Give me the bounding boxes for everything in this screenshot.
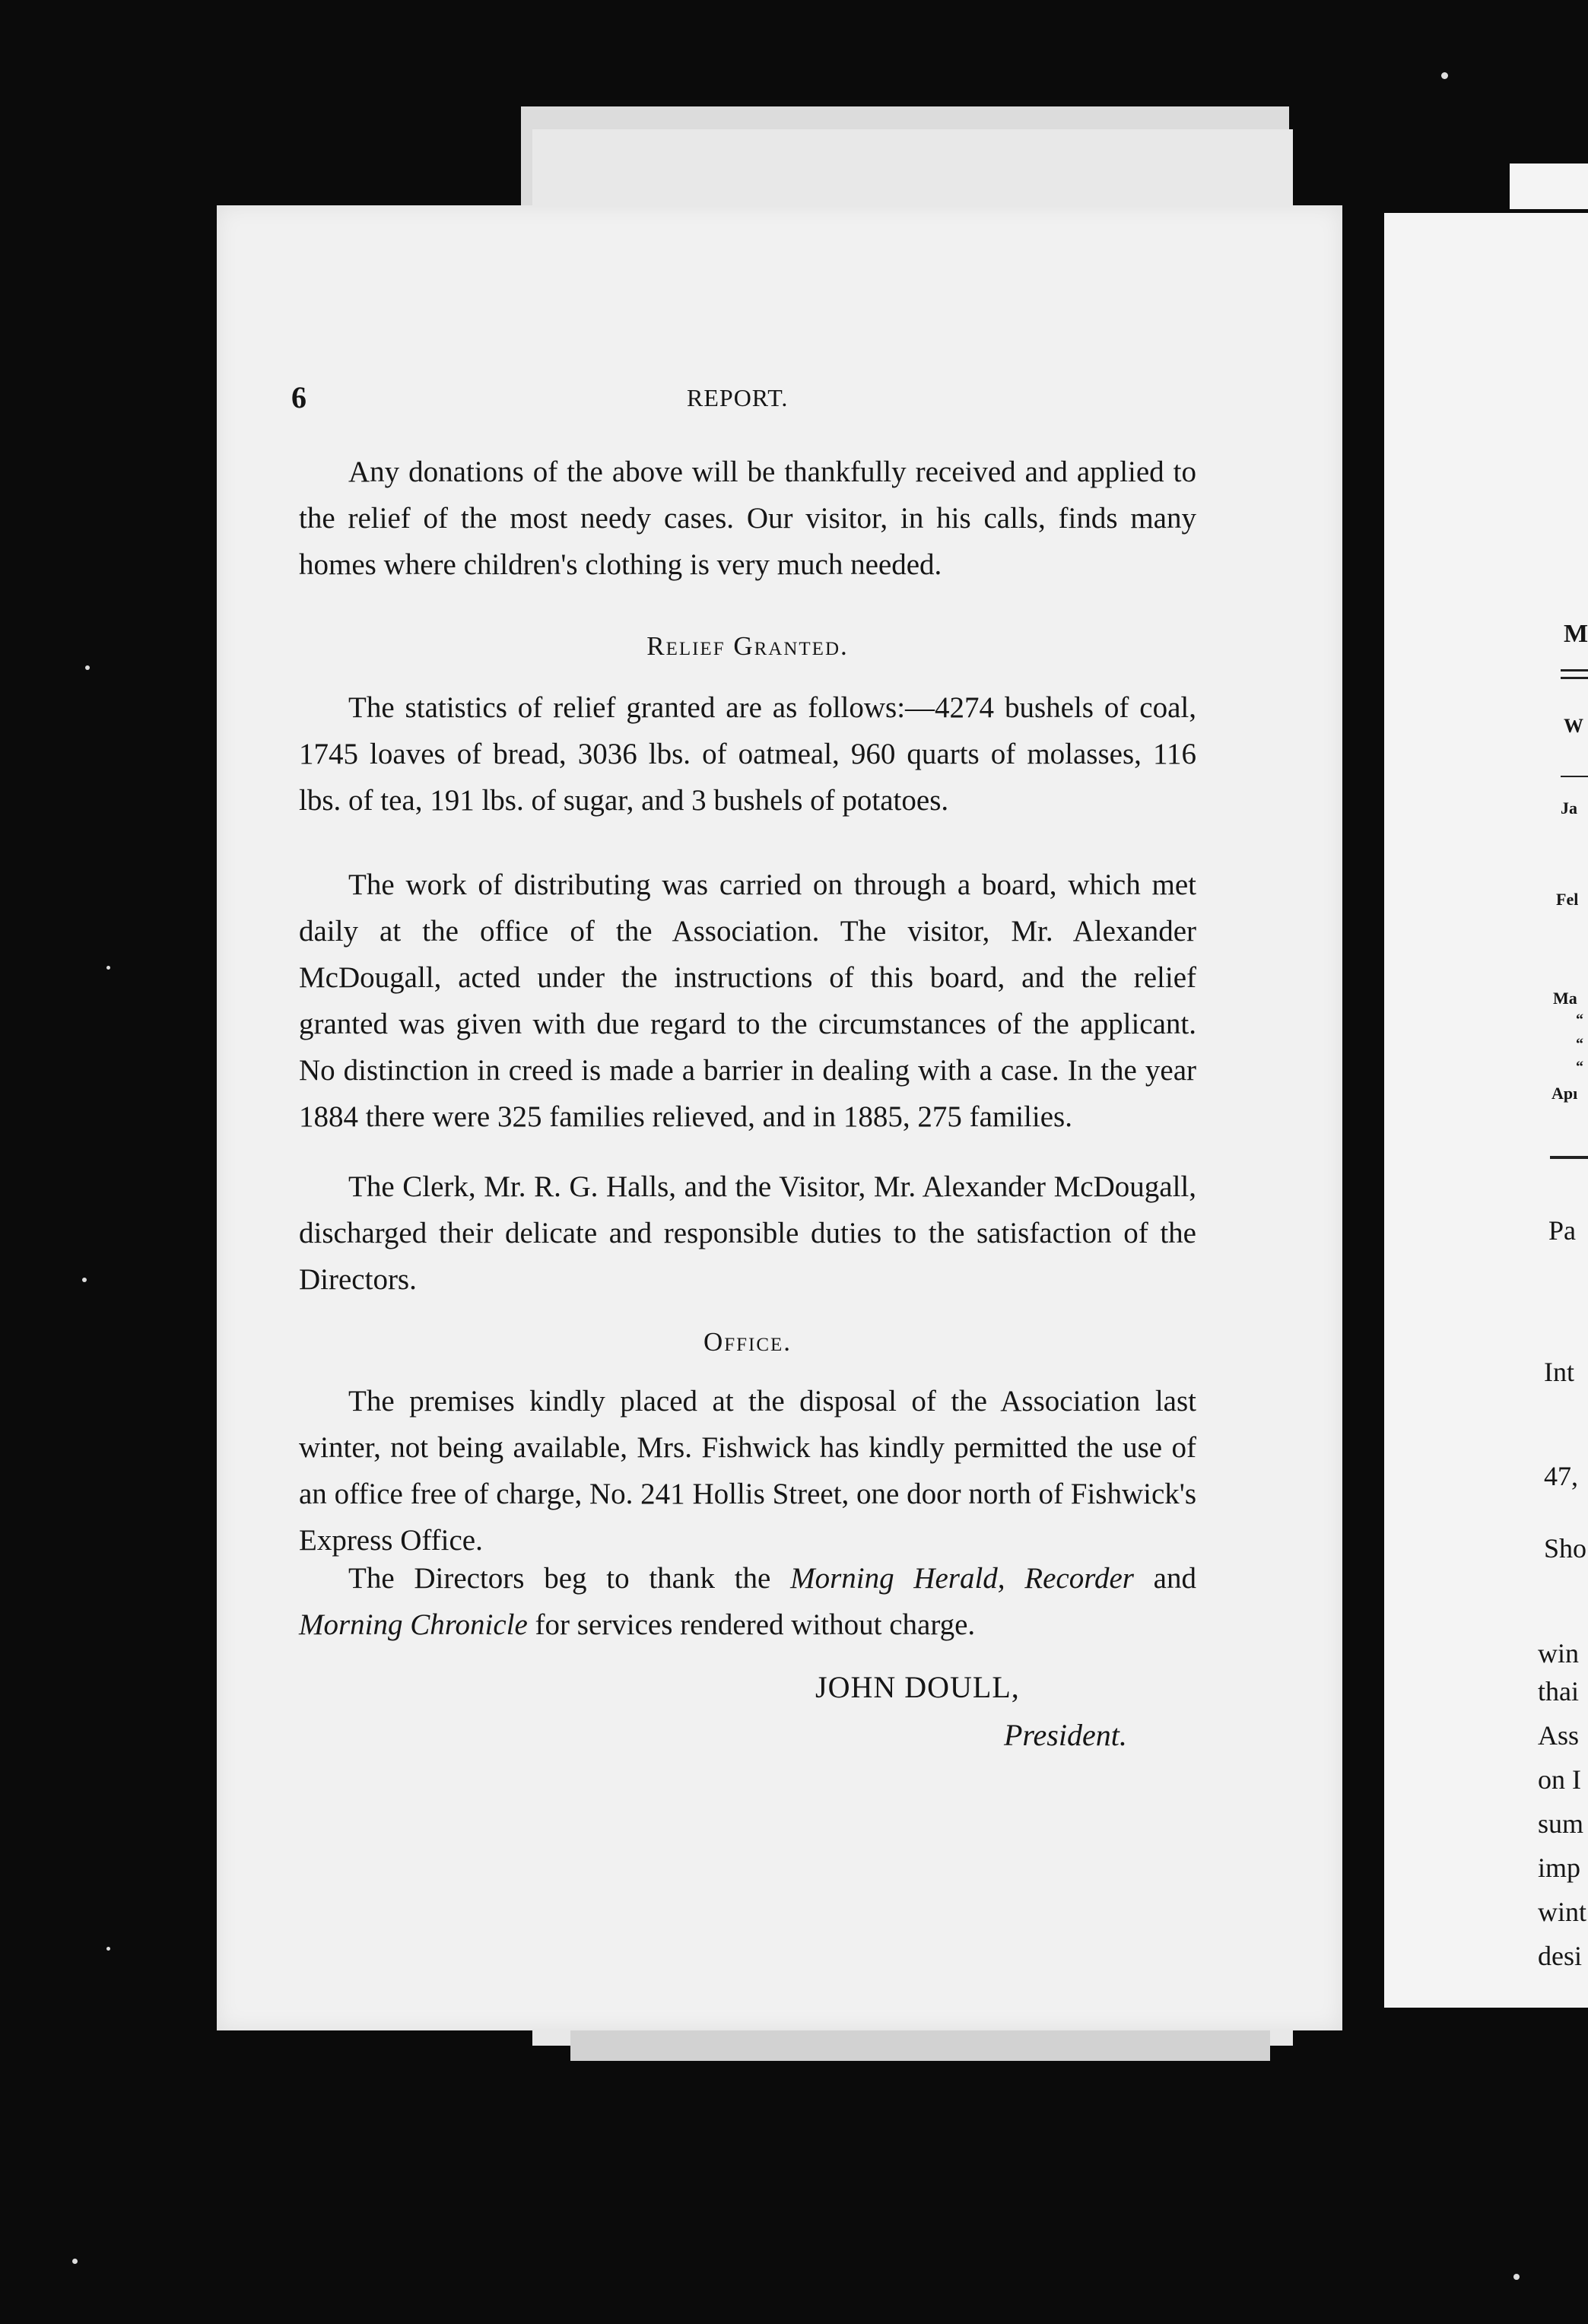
rule	[1561, 776, 1588, 777]
paragraph: Any donations of the above will be thankfully received and applied to the relief of the most needy cases. Our visitor, in his calls, finds many homes where children's clothing is very much needed.	[299, 456, 1196, 581]
speck	[106, 966, 110, 970]
speck	[72, 2259, 78, 2264]
office-block	[299, 1378, 1196, 1564]
thanks-text: for services rendered without charge.	[527, 1608, 976, 1641]
right-fragment: imp	[1538, 1853, 1581, 1883]
right-fragment: sum	[1538, 1808, 1584, 1839]
right-fragment: wint	[1538, 1897, 1587, 1927]
right-fragment: M	[1564, 620, 1588, 648]
thanks-block	[299, 1555, 1196, 1648]
newspaper-name: Morning Chronicle	[299, 1608, 528, 1641]
right-fragment: Sho	[1544, 1533, 1587, 1564]
right-fragment: desi	[1538, 1941, 1582, 1971]
paragraph: The Clerk, Mr. R. G. Halls, and the Visitor, Mr. Alexander McDougall, discharged their delicate and responsible duties to the satisfaction of the Directors.	[299, 1170, 1196, 1296]
paragraph: The statistics of relief granted are as follows:—4274 bushels of coal, 1745 loaves of bread, 3036 lbs. of oatmeal, 960 quarts of molasses, 116 lbs. of tea, 191 lbs. of sugar, and 3 bushels of potatoes.	[299, 691, 1196, 817]
paragraph: The work of distributing was carried on through a board, which met daily at the office of the Association. The visitor, Mr. Alexander McDougall, acted under the instructions of this board, and the relief granted was given with due regard to the circumstances of the applicant. No distinction in creed is made a barrier in dealing with a case. In the year 1884 there were 325 families relieved, and in 1885, 275 families.	[299, 868, 1196, 1133]
thanks-paragraph	[299, 1555, 1196, 1648]
intro-block	[299, 449, 1196, 588]
signature-name: JOHN DOULL,	[815, 1670, 1020, 1704]
ditto-mark: “	[1576, 1036, 1583, 1052]
paragraph: The premises kindly placed at the disposal of the Association last winter, not being available, Mrs. Fishwick has kindly permitted the use of an office free of charge, No. 241 Hollis Street, one door north of Fishwick's Express Office.	[299, 1385, 1196, 1557]
speck	[1513, 2274, 1520, 2280]
relief-block-2	[299, 862, 1196, 1140]
relief-block-3	[299, 1164, 1196, 1303]
speck	[1441, 72, 1448, 79]
right-fragment: on I	[1538, 1764, 1581, 1795]
month-label: Ja	[1561, 798, 1577, 818]
newspaper-name: Morning Herald, Recorder	[790, 1562, 1134, 1595]
month-label: Ma	[1553, 989, 1577, 1008]
rule	[1550, 1156, 1588, 1159]
section-heading-office: Office.	[703, 1327, 792, 1357]
right-fragment: Ass	[1538, 1720, 1580, 1751]
month-label: Fel	[1556, 890, 1579, 909]
rule	[1561, 677, 1588, 679]
rule	[1561, 669, 1588, 671]
thanks-text: The Directors beg to thank the	[348, 1562, 791, 1595]
right-fragment: Int	[1544, 1357, 1574, 1387]
right-fragment: thai	[1538, 1676, 1579, 1706]
right-page-corner	[1510, 164, 1588, 209]
relief-block	[299, 684, 1196, 824]
thanks-text: and	[1133, 1562, 1196, 1595]
right-fragment: W	[1564, 715, 1583, 737]
right-fragment: 47,	[1544, 1461, 1578, 1491]
speck	[106, 1947, 110, 1951]
right-fragment: win	[1538, 1638, 1579, 1668]
signature-title: President.	[1004, 1718, 1127, 1752]
speck	[85, 665, 90, 670]
ditto-mark: “	[1576, 1059, 1583, 1075]
section-heading-relief: Relief Granted.	[646, 631, 849, 661]
ditto-mark: “	[1576, 1011, 1583, 1028]
month-label: Apı	[1551, 1084, 1578, 1103]
page-number: 6	[291, 380, 306, 414]
running-head: REPORT.	[687, 384, 789, 411]
speck	[82, 1278, 87, 1282]
right-fragment: Pa	[1548, 1215, 1576, 1246]
